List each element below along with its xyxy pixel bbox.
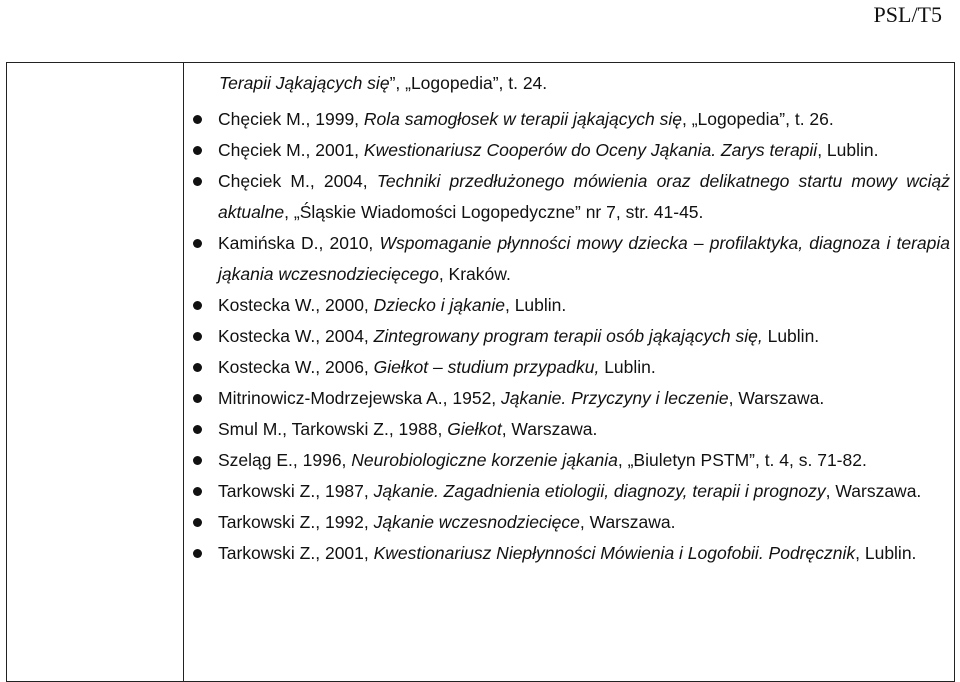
- reference-title: Kwestionariusz Cooperów do Oceny Jąkania. Zarys terapii: [363, 140, 818, 160]
- list-item: [182, 228, 950, 290]
- reference-rest: , Warszawa.: [501, 419, 598, 439]
- reference-year: , 2004,: [309, 171, 377, 191]
- reference-rest: Lublin.: [762, 326, 820, 346]
- reference-author: Chęciek M.: [218, 109, 306, 129]
- reference-year: , 1999,: [305, 109, 364, 129]
- bullet-icon: [193, 549, 202, 558]
- bullet-icon: [193, 518, 202, 527]
- reference-year: , 1988,: [388, 419, 448, 439]
- reference-continuation: [219, 71, 949, 95]
- bullet-icon: [193, 115, 202, 124]
- list-item: [182, 352, 950, 383]
- reference-rest: , „Logopedia”, t. 26.: [681, 109, 834, 129]
- bullet-icon: [193, 332, 202, 341]
- reference-title: Wspomaganie płynności mowy dziecka – profilaktyka, diagnoza i terapia jąkania wczesnodziecięcego: [218, 233, 950, 284]
- list-item: [182, 135, 950, 166]
- reference-title: Giełkot – studium przypadku,: [373, 357, 600, 377]
- reference-author: Chęciek M.: [218, 171, 310, 191]
- reference-author: Tarkowski Z.: [218, 481, 316, 501]
- reference-rest: , „Biuletyn PSTM”, t. 4, s. 71-82.: [617, 450, 867, 470]
- reference-rest: , Lublin.: [504, 295, 567, 315]
- reference-author: Tarkowski Z.: [218, 512, 316, 532]
- reference-rest: , Warszawa.: [825, 481, 922, 501]
- reference-title: Neurobiologiczne korzenie jąkania: [351, 450, 618, 470]
- bullet-icon: [193, 487, 202, 496]
- reference-author: Kostecka W.: [218, 295, 316, 315]
- reference-year: , 2004,: [315, 326, 374, 346]
- reference-author: Kamińska D.: [218, 233, 319, 253]
- reference-author: Mitrinowicz-Modrzejewska A.: [218, 388, 443, 408]
- reference-rest: , „Śląskie Wiadomości Logopedyczne” nr 7, str. 41-45.: [284, 202, 704, 222]
- bullet-icon: [193, 456, 202, 465]
- reference-author: Kostecka W.: [218, 326, 316, 346]
- list-item: [182, 507, 950, 538]
- reference-author: Kostecka W.: [218, 357, 316, 377]
- reference-title: Giełkot: [447, 419, 502, 439]
- reference-rest: , Warszawa.: [579, 512, 676, 532]
- reference-rest: , Lublin.: [855, 543, 917, 563]
- bullet-icon: [193, 146, 202, 155]
- reference-rest: , Kraków.: [438, 264, 511, 284]
- bullet-icon: [193, 239, 202, 248]
- reference-title: Jąkanie. Przyczyny i leczenie: [501, 388, 729, 408]
- reference-title: Rola samogłosek w terapii jąkających się: [363, 109, 682, 129]
- reference-title: Techniki przedłużonego mówienia oraz delikatnego startu mowy wciąż aktualne: [218, 171, 950, 222]
- reference-author: Tarkowski Z.: [218, 543, 316, 563]
- reference-title: Jąkanie wczesnodziecięce: [373, 512, 580, 532]
- reference-author: Szeląg E.: [218, 450, 293, 470]
- reference-year: , 2010,: [318, 233, 380, 253]
- reference-year: , 2000,: [315, 295, 374, 315]
- bullet-icon: [193, 363, 202, 372]
- bullet-icon: [193, 425, 202, 434]
- reference-year: , 1992,: [315, 512, 374, 532]
- reference-title: Kwestionariusz Niepłynności Mówienia i Logofobii. Podręcznik: [373, 543, 856, 563]
- list-item: [182, 445, 950, 476]
- list-item: [182, 476, 950, 507]
- list-item: [182, 538, 950, 569]
- bullet-icon: [193, 301, 202, 310]
- continuation-rest: ”, „Logopedia”, t. 24.: [389, 73, 548, 93]
- bibliography-table: [6, 62, 955, 682]
- list-item: [182, 321, 950, 352]
- list-item: [182, 166, 950, 228]
- list-item: [182, 104, 950, 135]
- reference-rest: Lublin.: [599, 357, 656, 377]
- reference-year: , 1996,: [292, 450, 352, 470]
- reference-year: , 1952,: [442, 388, 502, 408]
- reference-year: , 2006,: [315, 357, 374, 377]
- reference-rest: , Warszawa.: [728, 388, 825, 408]
- reference-author: Chęciek M.: [218, 140, 306, 160]
- bullet-icon: [193, 394, 202, 403]
- reference-author: Smul M., Tarkowski Z.: [218, 419, 389, 439]
- reference-title: Jąkanie. Zagadnienia etiologii, diagnozy, terapii i prognozy: [373, 481, 826, 501]
- document-code: PSL/T5: [873, 2, 942, 27]
- reference-year: , 1987,: [315, 481, 374, 501]
- list-item: [182, 290, 950, 321]
- continuation-title: Terapii Jąkających się: [219, 73, 390, 93]
- reference-title: Zintegrowany program terapii osób jąkających się,: [373, 326, 763, 346]
- bullet-icon: [193, 177, 202, 186]
- list-item: [182, 383, 950, 414]
- reference-list: [182, 104, 950, 569]
- reference-year: , 2001,: [305, 140, 364, 160]
- list-item: [182, 414, 950, 445]
- reference-rest: , Lublin.: [817, 140, 879, 160]
- reference-title: Dziecko i jąkanie: [373, 295, 505, 315]
- reference-year: , 2001,: [315, 543, 374, 563]
